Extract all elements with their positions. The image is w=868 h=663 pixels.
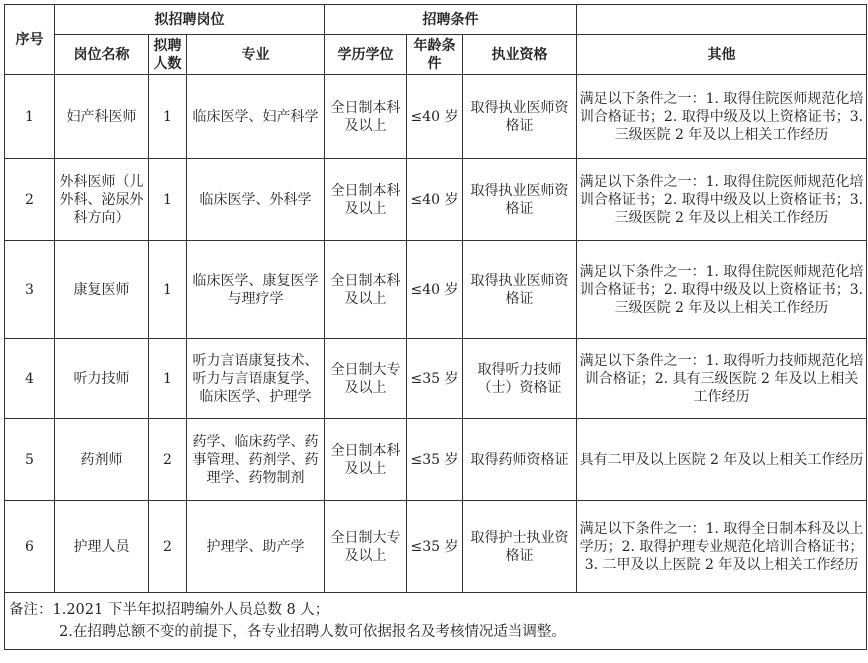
- cell-qualification: 取得听力技师（士）资格证: [463, 339, 577, 419]
- recruitment-table: [4, 4, 867, 650]
- table-row: [5, 501, 867, 593]
- cell-education: 全日制本科及以上: [325, 75, 407, 159]
- header-count: 拟聘人数: [149, 35, 187, 75]
- header-other: 其他: [577, 35, 867, 75]
- cell-count: 1: [149, 75, 187, 159]
- table-row: [5, 159, 867, 241]
- cell-education: 全日制本科及以上: [325, 241, 407, 339]
- cell-other: 满足以下条件之一：1. 取得住院医师规范化培训合格证书；2. 取得中级及以上资格证书；3. 三级医院 2 年及以上相关工作经历: [577, 75, 867, 159]
- cell-seq: 1: [5, 75, 55, 159]
- cell-count: 2: [149, 419, 187, 501]
- header-row-columns: [5, 35, 867, 75]
- header-group-post: 拟招聘岗位: [55, 5, 325, 35]
- cell-count: 1: [149, 339, 187, 419]
- header-qualification: 执业资格: [463, 35, 577, 75]
- note-line-1: 备注：1.2021 下半年拟招聘编外人员总数 8 人；: [9, 602, 330, 618]
- header-major: 专业: [187, 35, 325, 75]
- cell-education: 全日制本科及以上: [325, 159, 407, 241]
- header-group-condition: 招聘条件: [325, 5, 577, 35]
- cell-major: 听力言语康复技术、听力与言语康复学、临床医学、护理学: [187, 339, 325, 419]
- cell-age: ≤40 岁: [407, 75, 463, 159]
- cell-qualification: 取得执业医师资格证: [463, 159, 577, 241]
- cell-age: ≤40 岁: [407, 159, 463, 241]
- cell-other: 满足以下条件之一：1. 取得住院医师规范化培训合格证书；2. 取得中级及以上资格证书；3. 三级医院 2 年及以上相关工作经历: [577, 241, 867, 339]
- header-blank: [577, 5, 867, 35]
- table-row: [5, 75, 867, 159]
- table-row: [5, 241, 867, 339]
- cell-other: 具有二甲及以上医院 2 年及以上相关工作经历: [577, 419, 867, 501]
- cell-post: 护理人员: [55, 501, 149, 593]
- header-education: 学历学位: [325, 35, 407, 75]
- cell-count: 1: [149, 241, 187, 339]
- note-row: [5, 593, 867, 650]
- cell-post: 听力技师: [55, 339, 149, 419]
- header-seq: 序号: [5, 5, 55, 75]
- cell-education: 全日制本科及以上: [325, 419, 407, 501]
- cell-seq: 2: [5, 159, 55, 241]
- header-age: 年龄条件: [407, 35, 463, 75]
- note-cell: [5, 593, 867, 650]
- cell-age: ≤40 岁: [407, 241, 463, 339]
- cell-seq: 4: [5, 339, 55, 419]
- cell-major: 临床医学、康复医学与理疗学: [187, 241, 325, 339]
- cell-post: 康复医师: [55, 241, 149, 339]
- cell-qualification: 取得护士执业资格证: [463, 501, 577, 593]
- cell-major: 临床医学、妇产科学: [187, 75, 325, 159]
- cell-post: 妇产科医师: [55, 75, 149, 159]
- note-line-2: 2.在招聘总额不变的前提下，各专业招聘人数可依据报名及考核情况适当调整。: [59, 624, 566, 640]
- cell-count: 2: [149, 501, 187, 593]
- header-row-group: [5, 5, 867, 35]
- cell-age: ≤35 岁: [407, 419, 463, 501]
- cell-age: ≤35 岁: [407, 339, 463, 419]
- cell-qualification: 取得执业医师资格证: [463, 241, 577, 339]
- cell-major: 临床医学、外科学: [187, 159, 325, 241]
- cell-other: 满足以下条件之一：1. 取得住院医师规范化培训合格证书；2. 取得中级及以上资格证书；3. 三级医院 2 年及以上相关工作经历: [577, 159, 867, 241]
- cell-qualification: 取得执业医师资格证: [463, 75, 577, 159]
- cell-major: 药学、临床药学、药事管理、药剂学、药理学、药物制剂: [187, 419, 325, 501]
- cell-seq: 5: [5, 419, 55, 501]
- cell-major: 护理学、助产学: [187, 501, 325, 593]
- cell-other: 满足以下条件之一：1. 取得全日制本科及以上学历；2. 取得护理专业规范化培训合格证书；3. 二甲及以上医院 2 年及以上相关工作经历: [577, 501, 867, 593]
- cell-count: 1: [149, 159, 187, 241]
- cell-seq: 3: [5, 241, 55, 339]
- table-row: [5, 339, 867, 419]
- header-post-name: 岗位名称: [55, 35, 149, 75]
- cell-education: 全日制大专及以上: [325, 501, 407, 593]
- cell-post: 药剂师: [55, 419, 149, 501]
- cell-age: ≤35 岁: [407, 501, 463, 593]
- cell-other: 满足以下条件之一：1. 取得听力技师规范化培训合格证；2. 具有三级医院 2 年及以上相关工作经历: [577, 339, 867, 419]
- table-row: [5, 419, 867, 501]
- cell-seq: 6: [5, 501, 55, 593]
- cell-qualification: 取得药师资格证: [463, 419, 577, 501]
- cell-post: 外科医师（儿外科、泌尿外科方向）: [55, 159, 149, 241]
- cell-education: 全日制大专及以上: [325, 339, 407, 419]
